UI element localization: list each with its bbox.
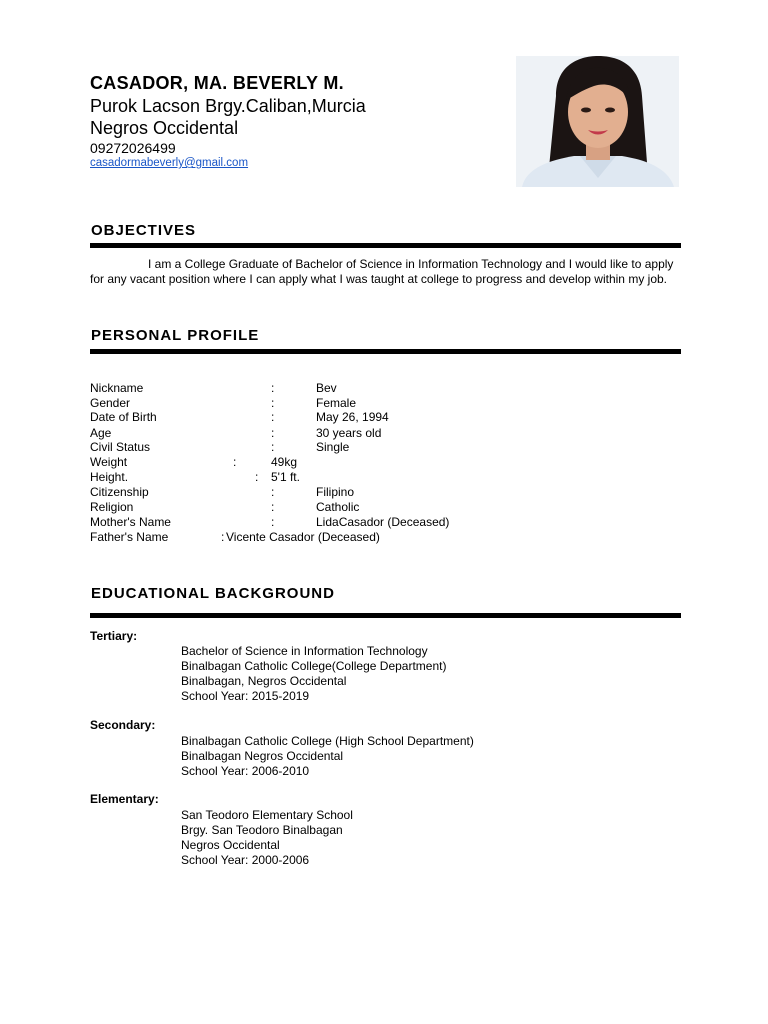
objectives-paragraph: I am a College Graduate of Bachelor of Science in Information Technology and I would like to apply for any vacant position where I can apply what I was taught at college to progress and develop within my job.: [90, 257, 674, 286]
objectives-divider: [90, 243, 681, 248]
address-line-1: Purok Lacson Brgy.Caliban,Murcia: [90, 96, 366, 116]
profile-value: Vicente Casador (Deceased): [226, 530, 380, 544]
profile-label: Civil Status: [90, 440, 151, 454]
secondary-school-year: School Year: 2006-2010: [181, 764, 310, 778]
secondary-location: Binalbagan Negros Occidental: [181, 749, 344, 763]
profile-label: Nickname: [90, 381, 144, 395]
profile-value: Bev: [316, 381, 337, 395]
personal-profile-divider: [90, 349, 681, 354]
secondary-label: Secondary:: [90, 718, 156, 732]
education-divider: [90, 613, 681, 618]
profile-label: Date of Birth: [90, 410, 157, 424]
email-link[interactable]: casadormabeverly@gmail.com: [90, 157, 249, 169]
profile-value: 49kg: [271, 455, 298, 469]
applicant-name: CASADOR, MA. BEVERLY M.: [90, 73, 344, 93]
profile-label: Age: [90, 426, 112, 440]
profile-separator: :: [255, 470, 259, 484]
profile-separator: :: [271, 485, 275, 499]
profile-value: Female: [316, 396, 357, 410]
phone-number: 09272026499: [90, 140, 176, 156]
personal-profile-heading: PERSONAL PROFILE: [91, 327, 260, 344]
profile-separator: :: [271, 500, 275, 514]
tertiary-location: Binalbagan, Negros Occidental: [181, 674, 347, 688]
applicant-photo: [516, 56, 679, 187]
profile-label: Citizenship: [90, 485, 149, 499]
profile-separator: :: [221, 530, 225, 544]
education-heading: EDUCATIONAL BACKGROUND: [91, 585, 335, 602]
profile-separator: :: [271, 381, 275, 395]
elementary-address: Brgy. San Teodoro Binalbagan: [181, 823, 343, 837]
profile-separator: :: [271, 440, 275, 454]
address-line-2: Negros Occidental: [90, 118, 239, 138]
tertiary-degree: Bachelor of Science in Information Technology: [181, 644, 428, 658]
profile-label: Height.: [90, 470, 129, 484]
tertiary-school: Binalbagan Catholic College(College Department): [181, 659, 447, 673]
profile-separator: :: [271, 515, 275, 529]
secondary-school: Binalbagan Catholic College (High School Department): [181, 734, 474, 748]
profile-label: Mother's Name: [90, 515, 171, 529]
profile-separator: :: [271, 396, 275, 410]
profile-label: Weight: [90, 455, 128, 469]
profile-value: 5'1 ft.: [271, 470, 300, 484]
profile-separator: :: [271, 410, 275, 424]
elementary-school-year: School Year: 2000-2006: [181, 853, 310, 867]
elementary-location: Negros Occidental: [181, 838, 280, 852]
profile-value: LidaCasador (Deceased): [316, 515, 450, 529]
profile-label: Religion: [90, 500, 134, 514]
profile-value: Single: [316, 440, 350, 454]
profile-label: Father's Name: [90, 530, 169, 544]
profile-separator: :: [233, 455, 237, 469]
profile-value: Filipino: [316, 485, 355, 499]
objectives-text: [90, 257, 682, 287]
profile-value: Catholic: [316, 500, 360, 514]
profile-label: Gender: [90, 396, 131, 410]
profile-value: 30 years old: [316, 426, 382, 440]
profile-separator: :: [271, 426, 275, 440]
objectives-heading: OBJECTIVES: [91, 222, 197, 239]
tertiary-label: Tertiary:: [90, 629, 138, 643]
elementary-school: San Teodoro Elementary School: [181, 808, 353, 822]
tertiary-school-year: School Year: 2015-2019: [181, 689, 310, 703]
profile-value: May 26, 1994: [316, 410, 389, 424]
elementary-label: Elementary:: [90, 792, 159, 806]
